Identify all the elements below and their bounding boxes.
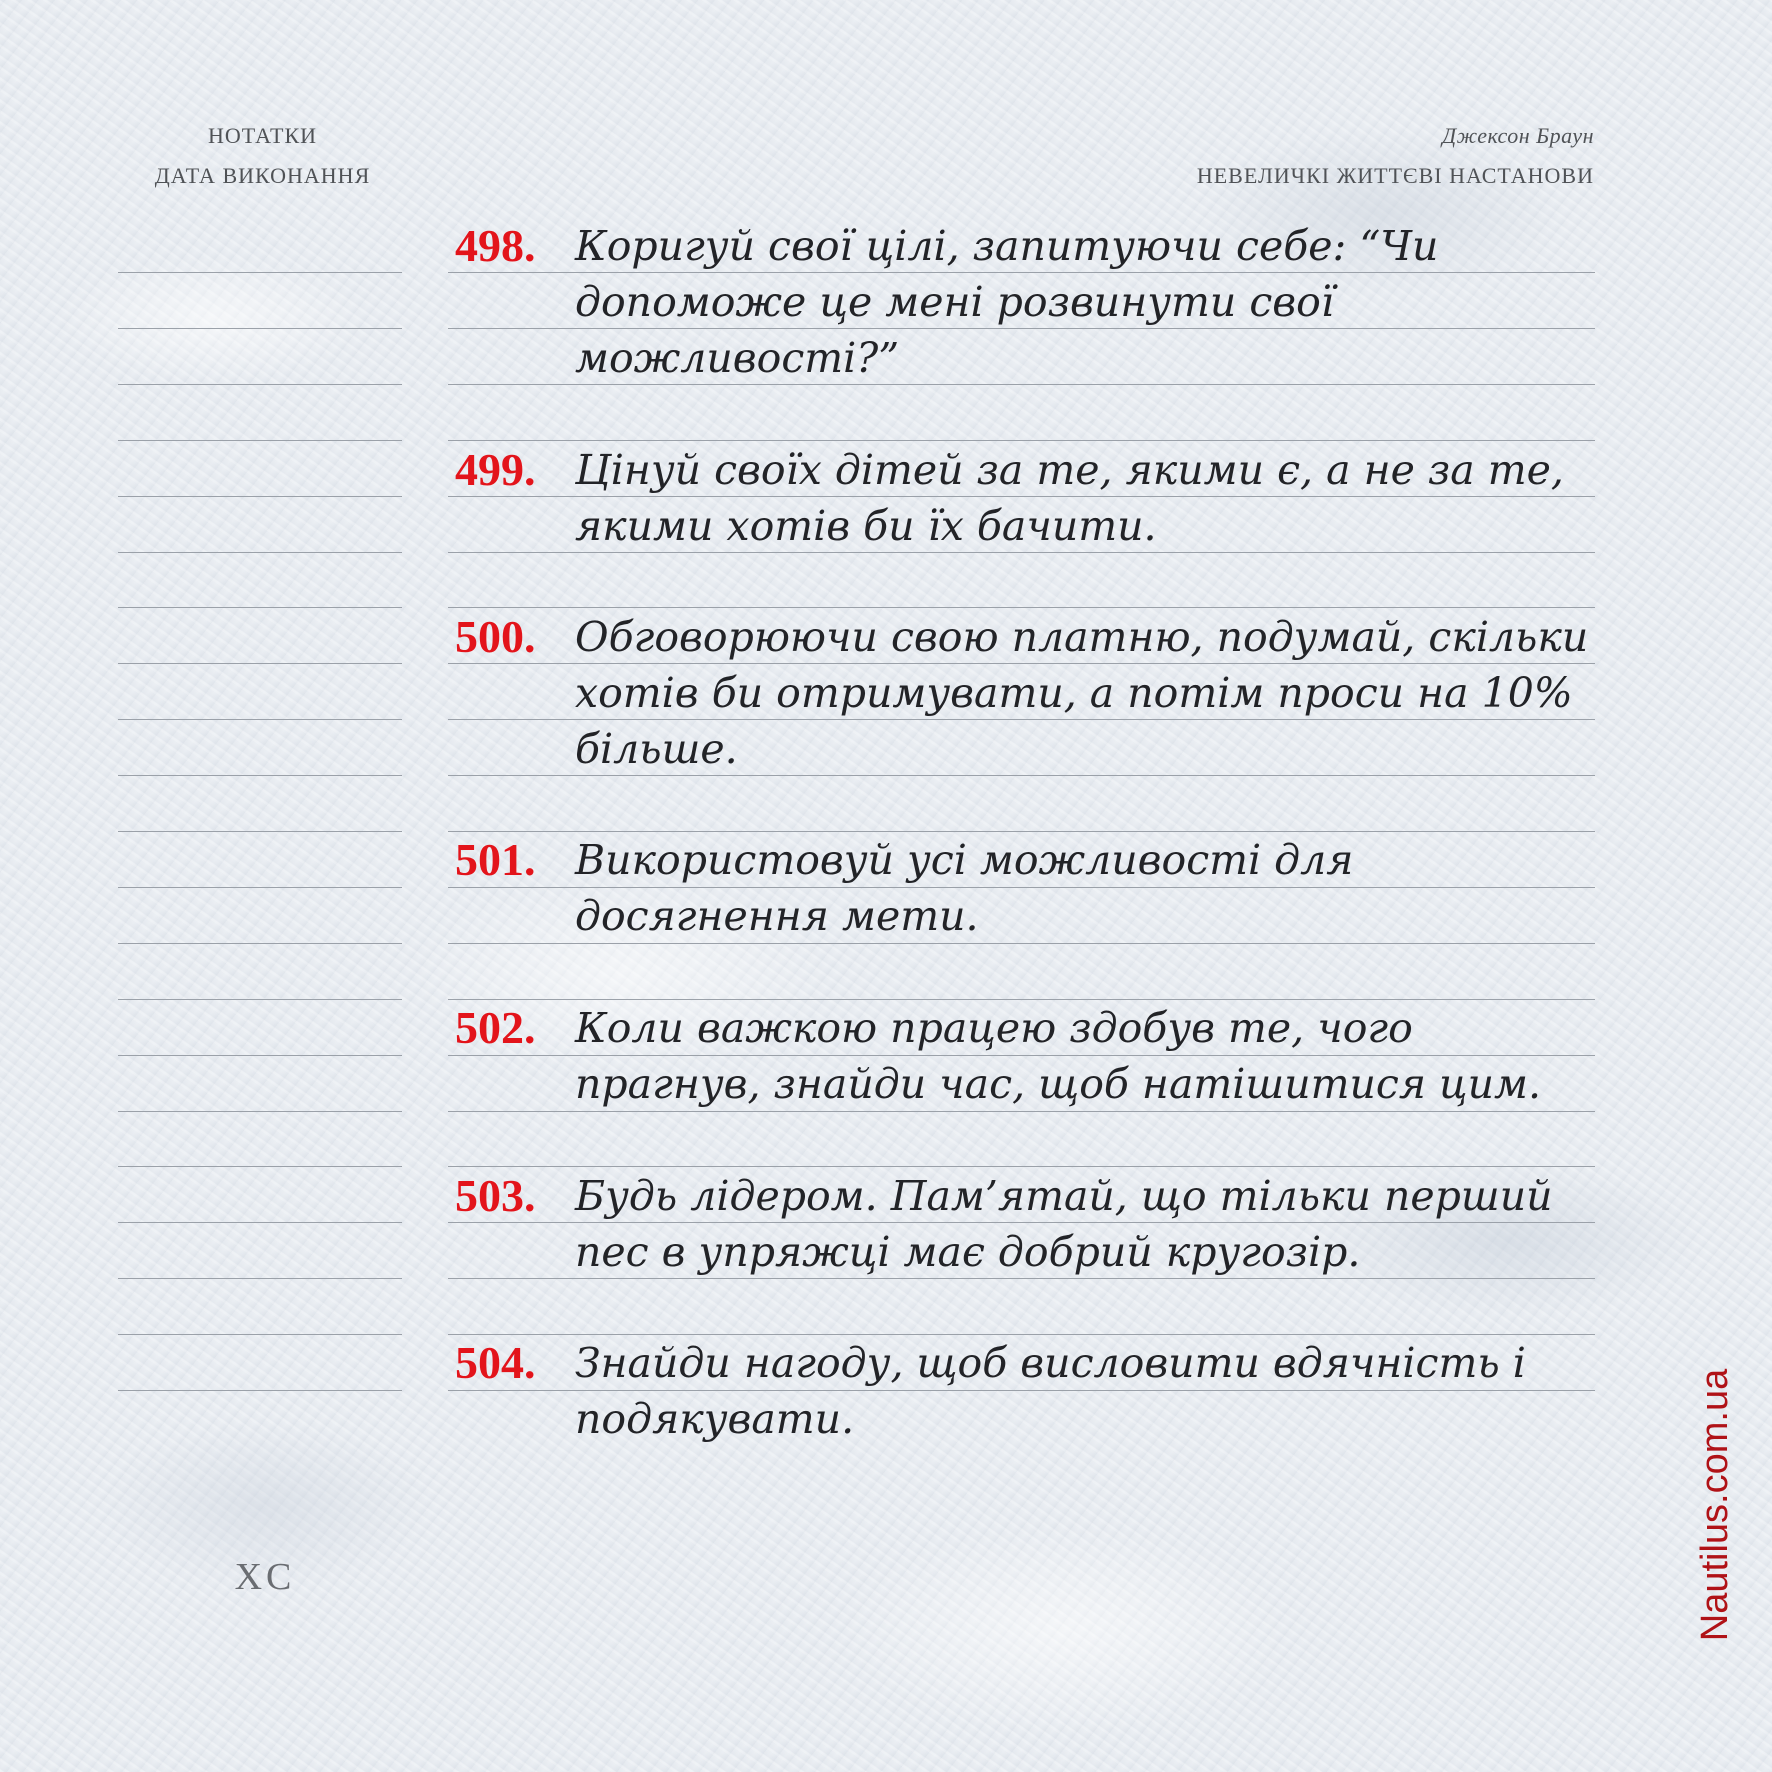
note-rule-line	[118, 831, 402, 832]
note-rule-line	[118, 999, 402, 1000]
note-rule-line	[118, 663, 402, 664]
note-rule-line	[118, 1278, 402, 1279]
text-rule-line	[448, 607, 1595, 608]
notes-header-title: НОТАТКИ	[207, 123, 318, 148]
note-rule-line	[118, 1222, 402, 1223]
entry-text: Цінуй своїх дітей за те, якими є, а не за те, якими хотів би їх бачити.	[575, 446, 1564, 550]
note-rule-line	[118, 384, 402, 385]
notes-header	[120, 116, 405, 196]
note-rule-line	[118, 328, 402, 329]
note-rule-line	[118, 552, 402, 553]
entry-text: Знайди нагоду, щоб висловити вдячність і подякувати.	[575, 1339, 1526, 1443]
page-number: XC	[234, 1556, 296, 1598]
entry-text: Будь лідером. Пам’ятай, що тільки перший пес в упряжці має добрий кругозір.	[575, 1172, 1553, 1276]
website-watermark: Nautilus.com.ua	[1694, 1368, 1736, 1642]
entry-number: 503.	[455, 1170, 536, 1221]
note-rule-line	[118, 775, 402, 776]
note-rule-line	[118, 1166, 402, 1167]
note-rule-line	[118, 607, 402, 608]
text-rule-line	[448, 440, 1595, 441]
entry-number: 502.	[455, 1002, 536, 1053]
entry-number: 498.	[455, 220, 536, 271]
note-rule-line	[118, 887, 402, 888]
note-rule-line	[118, 943, 402, 944]
entry-text: Обговорюючи свою платню, подумай, скільки хотів би отримувати, а потім проси на 10% більше.	[575, 613, 1589, 773]
running-header	[1197, 116, 1594, 196]
notes-header-subtitle: ДАТА ВИКОНАННЯ	[154, 163, 371, 188]
entry-text: Коли важкою працею здобув те, чого прагнув, знайди час, щоб натішитися цим.	[575, 1004, 1542, 1108]
note-rule-line	[118, 440, 402, 441]
entry-number: 504.	[455, 1337, 536, 1388]
note-rule-line	[118, 1390, 402, 1391]
note-rule-line	[118, 1055, 402, 1056]
entry-text: Коригуй свої цілі, запитуючи себе: “Чи допоможе це мені розвинути свої можливості?”	[575, 222, 1439, 382]
entry-number: 499.	[455, 444, 536, 495]
entry-number: 501.	[455, 834, 536, 885]
entry-number: 500.	[455, 611, 536, 662]
entry-text: Використовуй усі можливості для досягнення мети.	[575, 836, 1354, 940]
text-rule-line	[448, 1166, 1595, 1167]
note-rule-line	[118, 272, 402, 273]
note-rule-line	[118, 1111, 402, 1112]
note-rule-line	[118, 496, 402, 497]
note-rule-line	[118, 719, 402, 720]
author-name: Джексон Браун	[1442, 123, 1594, 148]
note-rule-line	[118, 1334, 402, 1335]
book-title: НЕВЕЛИЧКІ ЖИТТЄВІ НАСТАНОВИ	[1196, 163, 1594, 188]
